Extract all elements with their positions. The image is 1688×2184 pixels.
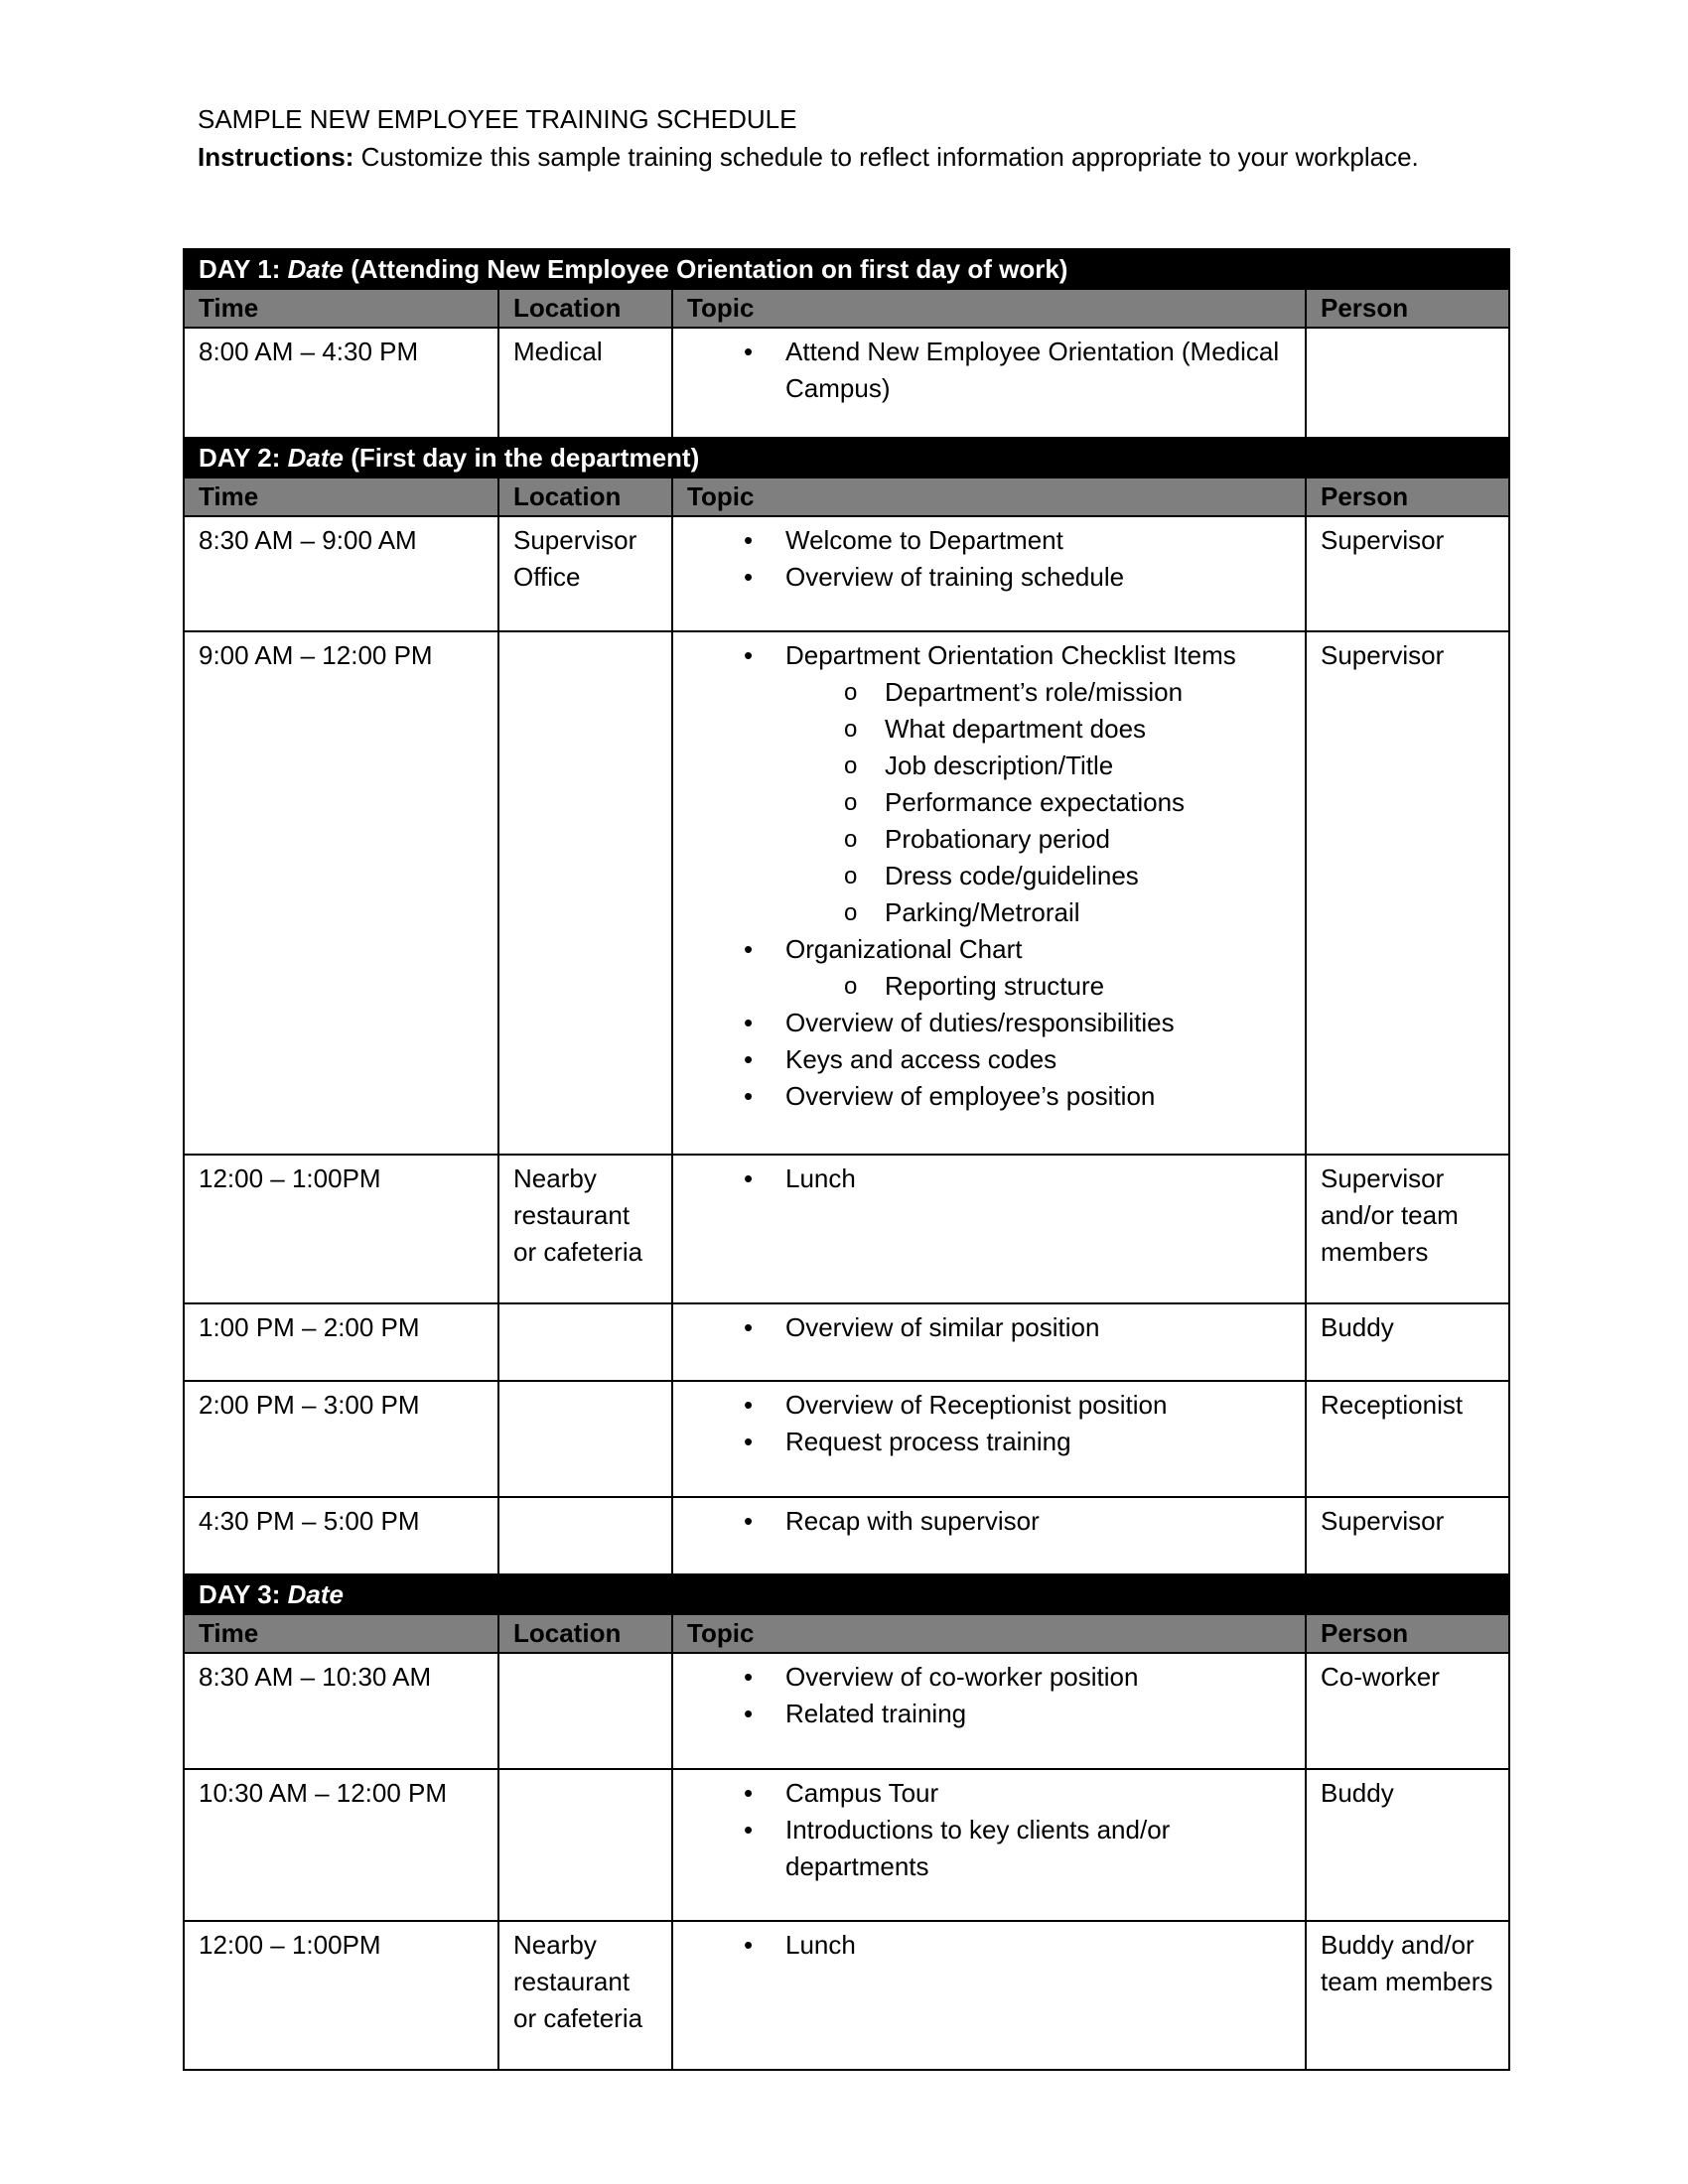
day-note: (Attending New Employee Orientation on first day of work): [343, 254, 1068, 284]
topic-cell: [672, 631, 1306, 1155]
list-item: [687, 1078, 1291, 1115]
topic-cell: [672, 1303, 1306, 1381]
day-header: [184, 438, 1509, 478]
topic-text: Department Orientation Checklist Items: [785, 640, 1236, 670]
topic-cell: [672, 1769, 1306, 1921]
bullet-icon: •: [744, 1778, 754, 1808]
list-item: [687, 1005, 1291, 1041]
topic-text: Request process training: [785, 1427, 1071, 1456]
table-row: [184, 1769, 1509, 1921]
column-header-row: [184, 1614, 1509, 1653]
instructions: [198, 139, 1419, 176]
column-header-person: Person: [1306, 289, 1509, 328]
topic-text: Parking/Metrorail: [885, 897, 1080, 927]
list-item: [687, 674, 1291, 711]
hollow-bullet-icon: o: [844, 716, 858, 743]
topic-text: Introductions to key clients and/or departments: [785, 1815, 1171, 1881]
table-row: [184, 328, 1509, 438]
table-row: [184, 1303, 1509, 1381]
column-header-person: Person: [1306, 478, 1509, 516]
bullet-icon: •: [744, 337, 754, 366]
list-item: [687, 821, 1291, 858]
time-cell: 8:30 AM – 10:30 AM: [184, 1653, 498, 1769]
instructions-label: Instructions:: [198, 142, 354, 172]
person-cell: Supervisor: [1306, 516, 1509, 631]
bullet-icon: •: [744, 1390, 754, 1420]
list-item: [687, 1696, 1291, 1732]
person-cell: Buddy: [1306, 1303, 1509, 1381]
column-header-location: Location: [498, 289, 672, 328]
list-item: [687, 1387, 1291, 1424]
column-header-row: [184, 478, 1509, 516]
time-cell: 10:30 AM – 12:00 PM: [184, 1769, 498, 1921]
topic-text: Job description/Title: [885, 751, 1114, 780]
table-row: [184, 1921, 1509, 2070]
list-item: [687, 522, 1291, 559]
person-cell: Receptionist: [1306, 1381, 1509, 1497]
topic-text: Department’s role/mission: [885, 677, 1184, 707]
bullet-icon: •: [744, 1930, 754, 1960]
bullet-icon: •: [744, 1008, 754, 1037]
topic-list: [687, 637, 1291, 1115]
column-header-topic: Topic: [672, 289, 1306, 328]
column-header-topic: Topic: [672, 478, 1306, 516]
location-cell: [498, 1381, 672, 1497]
list-item: [687, 1424, 1291, 1460]
time-cell: 12:00 – 1:00PM: [184, 1921, 498, 2070]
topic-text: Recap with supervisor: [785, 1506, 1040, 1536]
topic-list: [687, 1503, 1291, 1540]
instructions-text: Customize this sample training schedule to reflect information appropriate to your workplace.: [353, 142, 1419, 172]
topic-list: [687, 522, 1291, 596]
person-cell: Buddy: [1306, 1769, 1509, 1921]
list-item: [687, 711, 1291, 748]
location-cell: [498, 1497, 672, 1574]
time-cell: 8:30 AM – 9:00 AM: [184, 516, 498, 631]
topic-text: Overview of training schedule: [785, 562, 1125, 592]
list-item: [687, 1160, 1291, 1197]
time-cell: 1:00 PM – 2:00 PM: [184, 1303, 498, 1381]
list-item: [687, 1309, 1291, 1346]
topic-text: Lunch: [785, 1930, 856, 1960]
column-header-time: Time: [184, 478, 498, 516]
list-item: [687, 748, 1291, 784]
list-item: [687, 931, 1291, 968]
time-cell: 12:00 – 1:00PM: [184, 1155, 498, 1303]
person-cell: Co-worker: [1306, 1653, 1509, 1769]
column-header-location: Location: [498, 1614, 672, 1653]
topic-cell: [672, 1921, 1306, 2070]
day-date: Date: [287, 443, 344, 473]
day-header-cell: [184, 438, 1509, 478]
location-cell: Supervisor Office: [498, 516, 672, 631]
topic-text: Attend New Employee Orientation (Medical Campus): [785, 337, 1280, 403]
time-cell: 4:30 PM – 5:00 PM: [184, 1497, 498, 1574]
topic-list: [687, 1309, 1291, 1346]
list-item: [687, 559, 1291, 596]
list-item: [687, 784, 1291, 821]
table-row: [184, 516, 1509, 631]
topic-text: Overview of employee’s position: [785, 1081, 1156, 1111]
person-cell: [1306, 328, 1509, 438]
hollow-bullet-icon: o: [844, 826, 858, 853]
topic-text: Overview of similar position: [785, 1312, 1100, 1342]
topic-cell: [672, 516, 1306, 631]
location-cell: Medical: [498, 328, 672, 438]
topic-text: Keys and access codes: [785, 1044, 1057, 1074]
day-header-cell: [184, 1574, 1509, 1614]
topic-cell: [672, 1497, 1306, 1574]
topic-cell: [672, 1653, 1306, 1769]
document-title: SAMPLE NEW EMPLOYEE TRAINING SCHEDULE: [198, 104, 797, 134]
training-schedule-table: [183, 248, 1510, 2071]
bullet-icon: •: [744, 1815, 754, 1844]
person-cell: Supervisor and/or team members: [1306, 1155, 1509, 1303]
bullet-icon: •: [744, 934, 754, 964]
table-row: [184, 1381, 1509, 1497]
bullet-icon: •: [744, 525, 754, 555]
day-note: (First day in the department): [343, 443, 700, 473]
location-cell: [498, 1769, 672, 1921]
list-item: [687, 968, 1291, 1005]
topic-text: Dress code/guidelines: [885, 861, 1139, 890]
bullet-icon: •: [744, 1044, 754, 1074]
hollow-bullet-icon: o: [844, 863, 858, 889]
hollow-bullet-icon: o: [844, 679, 858, 706]
list-item: [687, 894, 1291, 931]
list-item: [687, 1503, 1291, 1540]
column-header-location: Location: [498, 478, 672, 516]
location-cell: [498, 631, 672, 1155]
topic-text: Welcome to Department: [785, 525, 1063, 555]
column-header-topic: Topic: [672, 1614, 1306, 1653]
day-header: [184, 249, 1509, 289]
hollow-bullet-icon: o: [844, 899, 858, 926]
list-item: [687, 1659, 1291, 1696]
day-label: DAY 2:: [199, 443, 288, 473]
table-row: [184, 1497, 1509, 1574]
location-cell: [498, 1303, 672, 1381]
list-item: [687, 858, 1291, 894]
column-header-time: Time: [184, 289, 498, 328]
hollow-bullet-icon: o: [844, 752, 858, 779]
table-row: [184, 631, 1509, 1155]
day-header: [184, 1574, 1509, 1614]
list-item: [687, 1927, 1291, 1964]
person-cell: Buddy and/or team members: [1306, 1921, 1509, 2070]
bullet-icon: •: [744, 1081, 754, 1111]
list-item: [687, 334, 1291, 407]
bullet-icon: •: [744, 1312, 754, 1342]
bullet-icon: •: [744, 1662, 754, 1692]
bullet-icon: •: [744, 1506, 754, 1536]
topic-list: [687, 1927, 1291, 1964]
topic-text: Overview of Receptionist position: [785, 1390, 1168, 1420]
topic-list: [687, 1160, 1291, 1197]
topic-list: [687, 1775, 1291, 1885]
list-item: [687, 1775, 1291, 1812]
topic-text: What department does: [885, 714, 1147, 744]
topic-text: Organizational Chart: [785, 934, 1023, 964]
topic-cell: [672, 328, 1306, 438]
topic-text: Related training: [785, 1699, 967, 1728]
person-cell: Supervisor: [1306, 1497, 1509, 1574]
bullet-icon: •: [744, 640, 754, 670]
list-item: [687, 637, 1291, 674]
location-cell: [498, 1653, 672, 1769]
column-header-person: Person: [1306, 1614, 1509, 1653]
topic-list: [687, 334, 1291, 407]
time-cell: 8:00 AM – 4:30 PM: [184, 328, 498, 438]
column-header-row: [184, 289, 1509, 328]
day-label: DAY 1:: [199, 254, 288, 284]
topic-text: Reporting structure: [885, 971, 1105, 1001]
location-cell: Nearby restaurant or cafeteria: [498, 1921, 672, 2070]
bullet-icon: •: [744, 562, 754, 592]
topic-text: Lunch: [785, 1163, 856, 1193]
list-item: [687, 1041, 1291, 1078]
bullet-icon: •: [744, 1163, 754, 1193]
table-row: [184, 1653, 1509, 1769]
topic-list: [687, 1659, 1291, 1732]
day-date: Date: [287, 254, 344, 284]
topic-text: Campus Tour: [785, 1778, 939, 1808]
topic-text: Overview of duties/responsibilities: [785, 1008, 1175, 1037]
hollow-bullet-icon: o: [844, 789, 858, 816]
list-item: [687, 1812, 1291, 1885]
hollow-bullet-icon: o: [844, 973, 858, 1000]
time-cell: 9:00 AM – 12:00 PM: [184, 631, 498, 1155]
topic-cell: [672, 1155, 1306, 1303]
day-date: Date: [287, 1579, 344, 1609]
bullet-icon: •: [744, 1427, 754, 1456]
topic-text: Probationary period: [885, 824, 1110, 854]
bullet-icon: •: [744, 1699, 754, 1728]
time-cell: 2:00 PM – 3:00 PM: [184, 1381, 498, 1497]
table-row: [184, 1155, 1509, 1303]
location-cell: Nearby restaurant or cafeteria: [498, 1155, 672, 1303]
topic-text: Overview of co-worker position: [785, 1662, 1139, 1692]
day-label: DAY 3:: [199, 1579, 288, 1609]
day-header-cell: [184, 249, 1509, 289]
topic-list: [687, 1387, 1291, 1460]
topic-cell: [672, 1381, 1306, 1497]
column-header-time: Time: [184, 1614, 498, 1653]
person-cell: Supervisor: [1306, 631, 1509, 1155]
topic-text: Performance expectations: [885, 787, 1186, 817]
